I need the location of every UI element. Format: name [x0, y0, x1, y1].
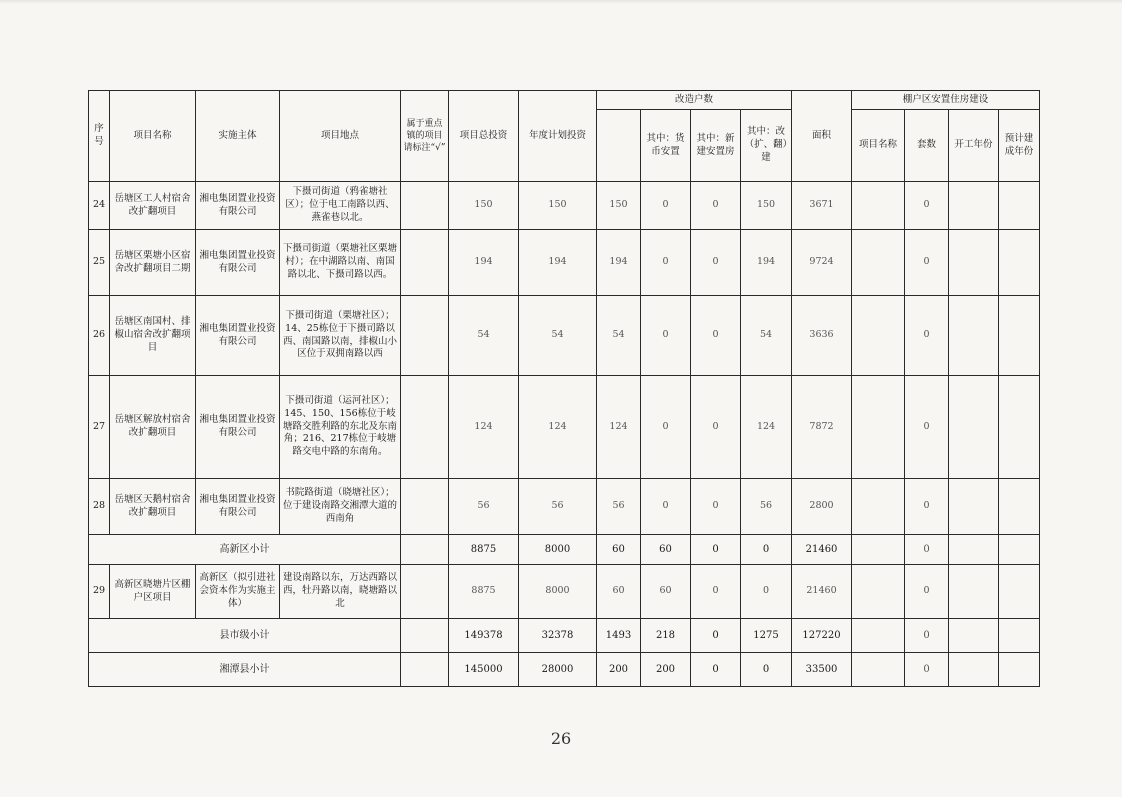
cell-area: 21460 — [792, 565, 852, 619]
cell-total: 54 — [449, 296, 519, 376]
cell-annual: 56 — [519, 479, 597, 535]
cell-st-complete — [999, 296, 1040, 376]
subtotal-key-town — [401, 535, 449, 565]
cell-st-sets: 0 — [905, 479, 949, 535]
cell-area: 7872 — [792, 376, 852, 479]
cell-new-build: 0 — [691, 230, 741, 296]
cell-rebuild: 194 — [741, 230, 792, 296]
subtotal-households: 60 — [597, 535, 641, 565]
subtotal-key-town — [401, 619, 449, 653]
cell-entity: 湘电集团置业投资有限公司 — [196, 296, 280, 376]
subtotal-st-sets: 0 — [905, 535, 949, 565]
cell-location: 下摄司街道（栗塘社区）；14、25栋位于下摄司路以西、南国路以南，排椒山小区位于双拥南路以西 — [280, 296, 401, 376]
cell-new-build: 0 — [691, 565, 741, 619]
cell-entity: 湘电集团置业投资有限公司 — [196, 479, 280, 535]
subtotal-row-xiangtan — [89, 653, 1040, 687]
subtotal-monetary: 218 — [641, 619, 691, 653]
cell-key-town — [401, 565, 449, 619]
cell-st-start — [949, 296, 999, 376]
cell-new-build: 0 — [691, 296, 741, 376]
subtotal-rebuild: 0 — [741, 535, 792, 565]
cell-monetary: 0 — [641, 182, 691, 230]
cell-location: 下摄司街道（鸦雀塘社区）；位于电工南路以西、燕雀巷以北。 — [280, 182, 401, 230]
subtotal-label: 高新区小计 — [89, 535, 401, 565]
cell-st-name — [852, 182, 905, 230]
cell-monetary: 0 — [641, 479, 691, 535]
cell-annual: 8000 — [519, 565, 597, 619]
cell-seq: 25 — [89, 230, 110, 296]
cell-st-name — [852, 296, 905, 376]
cell-seq: 26 — [89, 296, 110, 376]
subtotal-area: 21460 — [792, 535, 852, 565]
cell-monetary: 0 — [641, 376, 691, 479]
subtotal-monetary: 60 — [641, 535, 691, 565]
subtotal-st-complete — [999, 535, 1040, 565]
cell-st-name — [852, 230, 905, 296]
cell-total: 150 — [449, 182, 519, 230]
cell-annual: 194 — [519, 230, 597, 296]
header-project-name: 项目名称 — [110, 91, 196, 182]
cell-st-start — [949, 479, 999, 535]
cell-monetary: 0 — [641, 230, 691, 296]
cell-area: 9724 — [792, 230, 852, 296]
header-seq: 序号 — [89, 91, 110, 182]
cell-st-sets: 0 — [905, 182, 949, 230]
cell-total: 124 — [449, 376, 519, 479]
header-annual-invest: 年度计划投资 — [519, 91, 597, 182]
cell-st-complete — [999, 230, 1040, 296]
cell-rebuild: 124 — [741, 376, 792, 479]
table-row — [89, 182, 1040, 230]
cell-entity: 湘电集团置业投资有限公司 — [196, 376, 280, 479]
header-new-build: 其中：新建安置房 — [691, 110, 741, 182]
cell-key-town — [401, 230, 449, 296]
subtotal-rebuild: 0 — [741, 653, 792, 687]
cell-st-complete — [999, 479, 1040, 535]
cell-new-build: 0 — [691, 182, 741, 230]
header-entity: 实施主体 — [196, 91, 280, 182]
subtotal-row-county — [89, 619, 1040, 653]
subtotal-annual: 32378 — [519, 619, 597, 653]
cell-name: 岳塘区解放村宿舍改扩翻项目 — [110, 376, 196, 479]
subtotal-key-town — [401, 653, 449, 687]
subtotal-st-name — [852, 535, 905, 565]
page-number: 26 — [550, 729, 572, 748]
cell-households: 150 — [597, 182, 641, 230]
cell-area: 3671 — [792, 182, 852, 230]
cell-st-complete — [999, 182, 1040, 230]
cell-key-town — [401, 479, 449, 535]
subtotal-new-build: 0 — [691, 619, 741, 653]
header-renovation-households: 改造户数 — [597, 91, 792, 110]
subtotal-st-name — [852, 653, 905, 687]
header-st-name: 项目名称 — [852, 110, 905, 182]
subtotal-households: 1493 — [597, 619, 641, 653]
table-row — [89, 376, 1040, 479]
cell-households: 56 — [597, 479, 641, 535]
subtotal-st-start — [949, 653, 999, 687]
cell-st-sets: 0 — [905, 565, 949, 619]
header-key-town: 属于重点镇的项目请标注“√” — [401, 91, 449, 182]
cell-annual: 124 — [519, 376, 597, 479]
cell-annual: 150 — [519, 182, 597, 230]
cell-st-sets: 0 — [905, 230, 949, 296]
cell-st-complete — [999, 565, 1040, 619]
cell-key-town — [401, 182, 449, 230]
cell-location: 下摄司街道（栗塘社区栗塘村）；在中湖路以南、南国路以北、下摄司路以西。 — [280, 230, 401, 296]
cell-households: 194 — [597, 230, 641, 296]
cell-entity: 湘电集团置业投资有限公司 — [196, 182, 280, 230]
subtotal-st-sets: 0 — [905, 653, 949, 687]
subtotal-monetary: 200 — [641, 653, 691, 687]
cell-households: 124 — [597, 376, 641, 479]
cell-st-name — [852, 565, 905, 619]
cell-total: 194 — [449, 230, 519, 296]
cell-new-build: 0 — [691, 376, 741, 479]
cell-name: 高新区晓塘片区棚户区项目 — [110, 565, 196, 619]
subtotal-st-name — [852, 619, 905, 653]
cell-location: 书院路街道（晓塘社区）；位于建设南路交湘潭大道的西南角 — [280, 479, 401, 535]
subtotal-total: 149378 — [449, 619, 519, 653]
cell-rebuild: 56 — [741, 479, 792, 535]
subtotal-label: 湘潭县小计 — [89, 653, 401, 687]
cell-monetary: 0 — [641, 296, 691, 376]
cell-st-name — [852, 479, 905, 535]
cell-total: 8875 — [449, 565, 519, 619]
cell-area: 2800 — [792, 479, 852, 535]
subtotal-st-complete — [999, 653, 1040, 687]
cell-rebuild: 150 — [741, 182, 792, 230]
header-monetary: 其中：货币安置 — [641, 110, 691, 182]
cell-st-start — [949, 565, 999, 619]
header-location: 项目地点 — [280, 91, 401, 182]
cell-st-sets: 0 — [905, 296, 949, 376]
cell-entity: 湘电集团置业投资有限公司 — [196, 230, 280, 296]
cell-total: 56 — [449, 479, 519, 535]
cell-st-name — [852, 376, 905, 479]
cell-monetary: 60 — [641, 565, 691, 619]
subtotal-st-start — [949, 619, 999, 653]
subtotal-annual: 28000 — [519, 653, 597, 687]
header-renovation-sub — [597, 110, 641, 182]
header-rebuild: 其中：改（扩、翻）建 — [741, 110, 792, 182]
cell-name: 岳塘区天鹅村宿舍改扩翻项目 — [110, 479, 196, 535]
table-row — [89, 296, 1040, 376]
table-row — [89, 565, 1040, 619]
cell-seq: 28 — [89, 479, 110, 535]
cell-st-start — [949, 376, 999, 479]
cell-rebuild: 0 — [741, 565, 792, 619]
cell-name: 岳塘区工人村宿舍改扩翻项目 — [110, 182, 196, 230]
cell-st-start — [949, 230, 999, 296]
subtotal-new-build: 0 — [691, 653, 741, 687]
subtotal-area: 127220 — [792, 619, 852, 653]
cell-key-town — [401, 376, 449, 479]
cell-location: 下摄司街道（运河社区）；145、150、156栋位于岐塘路交胜利路的东北及东南角；216、217栋位于岐塘路交电中路的东南角。 — [280, 376, 401, 479]
header-st-complete: 预计建成年份 — [999, 110, 1040, 182]
header-row-1 — [89, 91, 1040, 110]
cell-seq: 29 — [89, 565, 110, 619]
header-area: 面积 — [792, 91, 852, 182]
subtotal-total: 8875 — [449, 535, 519, 565]
subtotal-annual: 8000 — [519, 535, 597, 565]
cell-seq: 24 — [89, 182, 110, 230]
table-row — [89, 479, 1040, 535]
cell-st-start — [949, 182, 999, 230]
cell-name: 岳塘区南国村、排椒山宿舍改扩翻项目 — [110, 296, 196, 376]
cell-households: 54 — [597, 296, 641, 376]
subtotal-st-complete — [999, 619, 1040, 653]
cell-households: 60 — [597, 565, 641, 619]
project-table — [88, 90, 1040, 687]
cell-location: 建设南路以东，万达西路以西，牡丹路以南，晓塘路以北 — [280, 565, 401, 619]
subtotal-st-sets: 0 — [905, 619, 949, 653]
cell-name: 岳塘区栗塘小区宿舍改扩翻项目二期 — [110, 230, 196, 296]
cell-rebuild: 54 — [741, 296, 792, 376]
subtotal-total: 145000 — [449, 653, 519, 687]
header-st-start: 开工年份 — [949, 110, 999, 182]
subtotal-households: 200 — [597, 653, 641, 687]
subtotal-rebuild: 1275 — [741, 619, 792, 653]
cell-area: 3636 — [792, 296, 852, 376]
header-st-sets: 套数 — [905, 110, 949, 182]
subtotal-label: 县市级小计 — [89, 619, 401, 653]
header-total-invest: 项目总投资 — [449, 91, 519, 182]
table-row — [89, 230, 1040, 296]
cell-st-sets: 0 — [905, 376, 949, 479]
subtotal-row-gaoxin — [89, 535, 1040, 565]
subtotal-area: 33500 — [792, 653, 852, 687]
cell-entity: 高新区（拟引进社会资本作为实施主体） — [196, 565, 280, 619]
cell-annual: 54 — [519, 296, 597, 376]
cell-new-build: 0 — [691, 479, 741, 535]
subtotal-new-build: 0 — [691, 535, 741, 565]
cell-key-town — [401, 296, 449, 376]
header-shantytown-housing: 棚户区安置住房建设 — [852, 91, 1040, 110]
cell-seq: 27 — [89, 376, 110, 479]
cell-st-complete — [999, 376, 1040, 479]
subtotal-st-start — [949, 535, 999, 565]
scan-edge — [0, 0, 1122, 4]
